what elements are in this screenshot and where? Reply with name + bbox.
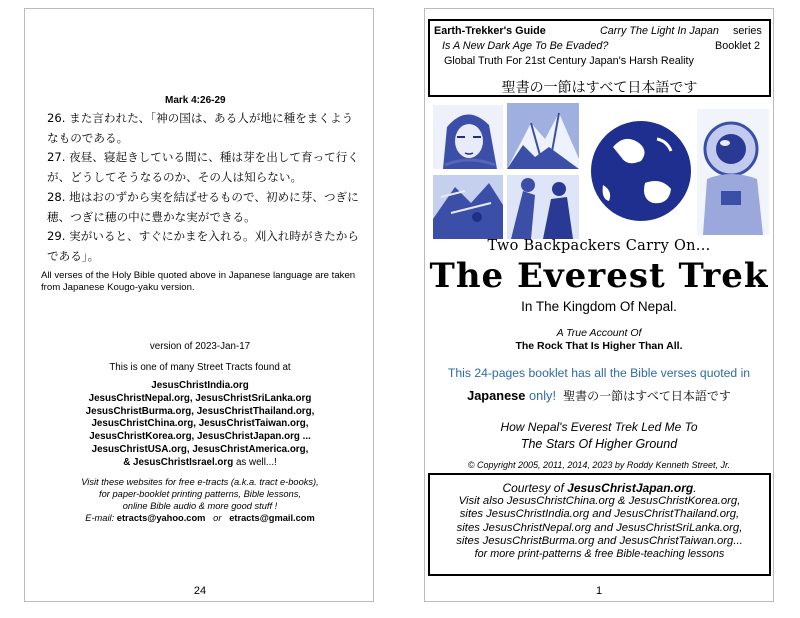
japanese-phrase: 聖書の一節はすべて日本語です (563, 389, 731, 403)
verse-line: 26. また言われた、「神の国は、ある人が地に種をまくよう (47, 111, 354, 125)
website-links[interactable]: JesusChristChina.org, JesusChristTaiwan.org, (91, 418, 309, 430)
booklet-title: The Everest Trek (429, 256, 769, 296)
courtesy-suffix: . (693, 481, 697, 495)
email-line (25, 512, 375, 524)
astronaut-image (697, 109, 769, 235)
verse-line: である」。 (47, 248, 100, 263)
courtesy-prefix: Courtesy of (502, 481, 564, 495)
only-word: only! (528, 388, 557, 403)
account-line-2: The Rock That Is Higher Than All. (515, 340, 683, 352)
website-links[interactable]: JesusChristBurma.org, JesusChristThailand.org, (85, 405, 315, 417)
visit-line: Visit these websites for free e-tracts (a.k.a. tract e-books), (81, 477, 319, 487)
kingdom-subtitle: In The Kingdom Of Nepal. (521, 299, 677, 314)
courtesy-sites-line[interactable]: sites JesusChristBurma.org and JesusChristTaiwan.org... (456, 534, 743, 547)
verse-line: が、どうしてそうなるのか、その人は知らない。 (47, 170, 303, 185)
page-number: 24 (193, 585, 207, 597)
website-links[interactable]: JesusChristUSA.org, JesusChristAmerica.org, (91, 443, 309, 455)
subtitle: Two Backpackers Carry On... (487, 238, 711, 254)
account-line-1: A True Account Of (556, 327, 642, 339)
how-title-line-2: The Stars Of Higher Ground (520, 437, 678, 451)
series-name: Carry The Light In Japan (600, 25, 719, 37)
sites-tail: as well...! (235, 456, 277, 468)
verse-line: 29. 実がいると、すぐにかまを入れる。刈入れ時がきたから (47, 229, 359, 244)
verse-line: 28. 地はおのずから実を結ばせるもので、初めに芽、つぎに (47, 189, 359, 204)
guide-title: Earth-Trekker's Guide (434, 25, 546, 37)
cover-photo-collage (431, 99, 771, 241)
verse-line: 穂、つぎに穂の中に豊かな実ができる。 (47, 209, 256, 224)
visit-info (25, 476, 375, 524)
courtesy-line (430, 482, 769, 495)
booklet-language-line (425, 387, 773, 404)
question-line: Is A New Dark Age To Be Evaded? (442, 40, 609, 52)
tracts-intro: This is one of many Street Tracts found at (109, 362, 291, 373)
courtesy-site-link[interactable]: JesusChristJapan.org (567, 481, 694, 495)
website-links[interactable]: JesusChristKorea.org, JesusChristJapan.org ... (89, 431, 311, 443)
page-number: 1 (595, 585, 603, 597)
japanese-title: 聖書の一節はすべて日本語です (501, 80, 698, 96)
japanese-word: Japanese (467, 388, 526, 403)
copyright-notice: © Copyright 2005, 2011, 2014, 2023 by Roddy Kenneth Street, Jr. (467, 460, 731, 470)
scripture-verses (47, 109, 367, 267)
climbers-photo-left (433, 175, 503, 239)
back-page (24, 8, 374, 602)
woman-portrait-photo (433, 105, 503, 169)
website-links[interactable]: JesusChristNepal.org, JesusChristSriLanka.org (88, 392, 312, 404)
courtesy-sites-line[interactable]: Visit also JesusChristChina.org & JesusChristKorea.org, (458, 495, 741, 508)
email-link-yahoo[interactable]: etracts@yahoo.com (116, 513, 206, 523)
courtesy-sites-line[interactable]: sites JesusChristIndia.org and JesusChristThailand.org, (459, 508, 740, 521)
email-label: E-mail: (85, 513, 115, 523)
courtesy-closing-line: for more print-patterns & free Bible-teaching lessons (474, 548, 725, 561)
website-link[interactable]: JesusChristIndia.org (151, 380, 249, 391)
verse-line: なものである。 (47, 130, 129, 145)
version-text: version of 2023-Jan-17 (149, 341, 251, 352)
series-word: series (733, 25, 762, 37)
climbers-photo-right (507, 175, 579, 239)
courtesy-box (428, 473, 771, 576)
booklet-number: Booklet 2 (715, 40, 761, 52)
website-link[interactable]: & JesusChristIsrael.org (123, 456, 234, 468)
email-link-gmail[interactable]: etracts@gmail.com (229, 513, 315, 523)
how-title-line-1: How Nepal's Everest Trek Led Me To (500, 420, 698, 434)
earth-globe-image (591, 121, 691, 221)
verse-line: 27. 夜昼、寝起きしている間に、種は芽を出して育って行く (47, 150, 359, 165)
visit-line: online Bible audio & more good stuff ! (122, 501, 278, 511)
mountain-photo (507, 103, 579, 169)
translation-note: All verses of the Holy Bible quoted above in Japanese language are taken from Japanese Kougo-yaku version. (41, 270, 356, 293)
email-or: or (213, 513, 222, 523)
website-list (25, 380, 375, 470)
visit-line: for paper-booklet printing patterns, Bible lessons, (99, 489, 301, 499)
tagline: Global Truth For 21st Century Japan's Harsh Reality (444, 55, 694, 67)
booklet-info-line: This 24-pages booklet has all the Bible verses quoted in (447, 366, 751, 380)
scripture-reference: Mark 4:26-29 (165, 95, 226, 106)
series-header-box (428, 19, 771, 97)
courtesy-sites-line[interactable]: sites JesusChristNepal.org and JesusChristSriLanka.org, (456, 521, 743, 534)
cover-page (424, 8, 774, 602)
